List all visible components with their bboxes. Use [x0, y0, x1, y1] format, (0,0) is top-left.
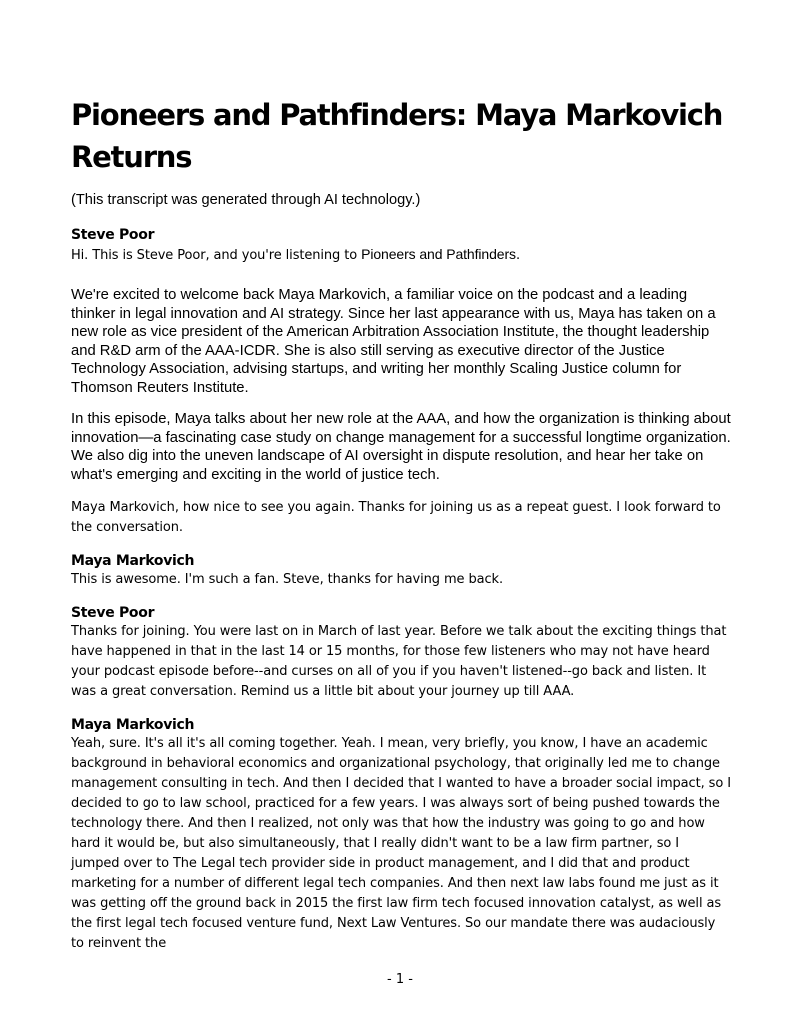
utterance-prefix: Hi. This is Steve Poor, and you're listening to [71, 248, 362, 263]
ai-transcript-disclaimer: (This transcript was generated through AI technology.) [71, 192, 421, 208]
intro-paragraph: In this episode, Maya talks about her new role at the AAA, and how the organization is thinking about innovation—a fascinating case study on change management for a successful longtime organization. We also dig into the uneven landscape of AI oversight in dispute resolution, and hear her take on what's emerging and exciting in the world of justice tech. [71, 411, 731, 483]
utterance-text: Maya Markovich, how nice to see you again. Thanks for joining us as a repeat guest. I look forward to the conversation. [71, 500, 721, 535]
utterance-text: This is awesome. I'm such a fan. Steve, thanks for having me back. [71, 572, 503, 587]
transcript-page [71, 94, 731, 968]
utterance-text: Yeah, sure. It's all it's all coming together. Yeah. I mean, very briefly, you know, I have an academic background in behavioral economics and organizational psychology, that originally led me to change management consulting in tech. And then I decided that I wanted to have a broader social impact, so I decided to go to law school, practiced for a few years. I was always sort of being pushed towards the technology there. And then I realized, not only was that how the industry was going to go and how hard it would be, but also simultaneously, that I really didn't want to be a law firm partner, so I jumped over to The Legal tech provider side in product management, and I did that and product marketing for a number of different legal tech companies. And then next law labs found me just as it was getting off the ground back in 2015 the first law firm tech focused innovation catalyst, as well as the first legal tech focused venture fund, Next Law Ventures. So our mandate there was audaciously to reinvent the [71, 736, 731, 951]
utterance-suffix: . [515, 248, 520, 263]
speaker-name: Maya Markovich [71, 553, 195, 569]
utterance-text: Thanks for joining. You were last on in March of last year. Before we talk about the exciting things that have happened in that in the last 14 or 15 months, for those few listeners who may not have heard your podcast episode before--and curses on all of you if you haven't listened--go back and listen. It was a great conversation. Remind us a little bit about your journey up till AAA. [71, 624, 727, 699]
show-name: Pioneers and Pathfinders [361, 246, 516, 262]
intro-paragraph: We're excited to welcome back Maya Markovich, a familiar voice on the podcast and a leading thinker in legal innovation and AI strategy. Since her last appearance with us, Maya has taken on a new role as vice president of the American Arbitration Association Institute, the thought leadership and R&D arm of the AAA-ICDR. She is also still serving as executive director of the Justice Technology Association, advising startups, and writing her monthly Scaling Justice column for Thomson Reuters Institute. [71, 287, 716, 396]
speaker-name: Steve Poor [71, 605, 155, 621]
document-title: Pioneers and Pathfinders: Maya Markovich Returns [71, 98, 723, 174]
speaker-name: Steve Poor [71, 227, 155, 243]
speaker-name: Maya Markovich [71, 717, 195, 733]
utterance-text [71, 244, 731, 266]
page-number: - 1 - [387, 972, 413, 987]
